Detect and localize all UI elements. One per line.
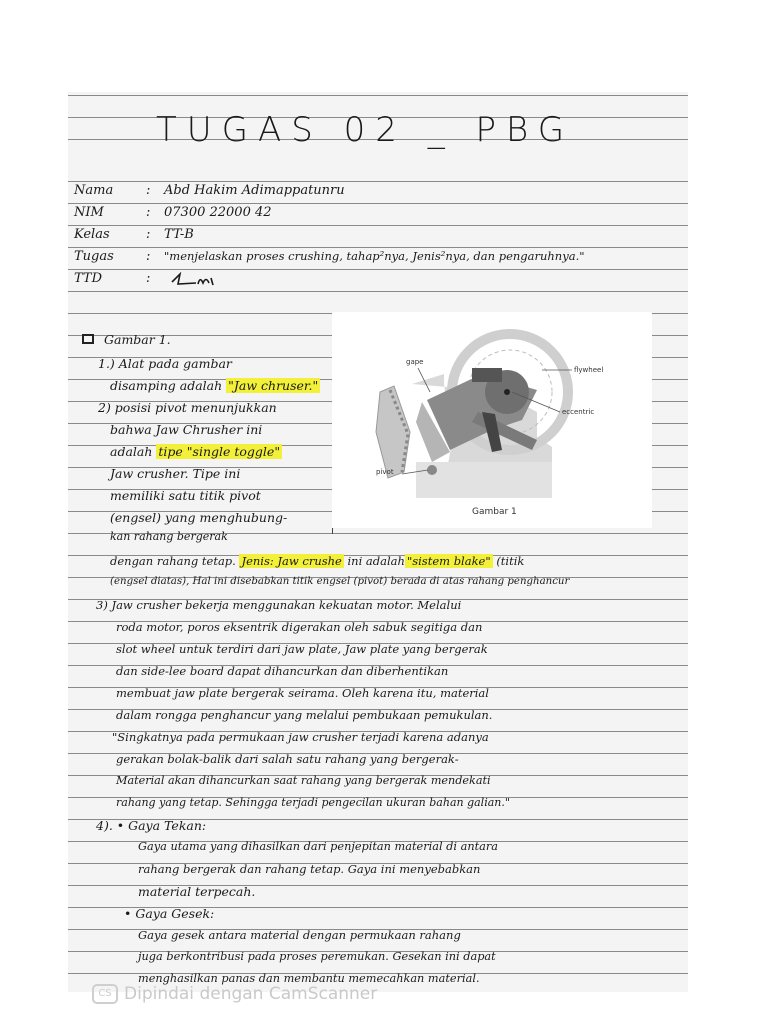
label-ttd: TTD xyxy=(74,271,103,286)
p3-line: Material akan dihancurkan saat rahang yang bergerak mendekati xyxy=(116,774,491,787)
p2-highlight: tipe "single toggle" xyxy=(158,444,281,459)
label-eccentric: eccentric xyxy=(562,408,595,416)
p3-line: 3) Jaw crusher bekerja menggunakan kekuatan motor. Melalui xyxy=(96,598,462,612)
p1-highlight: "Jaw chruser." xyxy=(228,378,319,393)
label-flywheel: flywheel xyxy=(574,366,604,374)
p2-text-h1: dengan rahang tetap. xyxy=(110,554,236,568)
jaw-crusher-diagram xyxy=(332,312,652,528)
camscanner-logo-icon: CS xyxy=(92,984,118,1004)
colon: : xyxy=(146,271,151,286)
p2-line-b: bahwa Jaw Chrusher ini xyxy=(110,422,263,437)
colon: : xyxy=(146,183,151,198)
p2-line-d: Jaw crusher. Tipe ini xyxy=(110,466,241,481)
p2-line-c xyxy=(110,444,282,459)
p3-line: rahang yang tetap. Sehingga terjadi pengecilan ukuran bahan galian." xyxy=(116,796,510,809)
section-heading: Gambar 1. xyxy=(104,332,171,347)
label-kelas: Kelas xyxy=(74,227,110,242)
p2-line-h xyxy=(110,554,524,568)
label-nama: Nama xyxy=(74,183,114,198)
p2-line-e: memiliki satu titik pivot xyxy=(110,488,261,503)
p1-line-b xyxy=(110,378,320,393)
p2-line-i: (engsel diatas), Hal ini disebabkan titik engsel (pivot) berada di atas rahang penghancur xyxy=(110,576,570,587)
scanner-watermark: Dipindai dengan CamScanner xyxy=(124,984,378,1004)
p4-line: material terpecah. xyxy=(138,884,256,899)
p4-line: rahang bergerak dan rahang tetap. Gaya ini menyebabkan xyxy=(138,862,481,876)
p2-highlight-blake: "sistem blake" xyxy=(406,554,491,568)
p3-line: slot wheel untuk terdiri dari jaw plate, Jaw plate yang bergerak xyxy=(116,642,488,656)
p2-text-c: adalah xyxy=(110,444,153,459)
p4-line: juga berkontribusi pada proses peremukan. Gesekan ini dapat xyxy=(138,950,496,963)
p4-line: Gaya gesek antara material dengan permukaan rahang xyxy=(138,928,461,942)
value-nama: Abd Hakim Adimappatunru xyxy=(164,183,345,198)
p2-line-g: kan rahang bergerak xyxy=(110,530,228,543)
label-gape: gape xyxy=(406,358,424,366)
value-kelas: TT-B xyxy=(164,227,194,242)
colon: : xyxy=(146,227,151,242)
colon: : xyxy=(146,205,151,220)
page-title: TUGAS 02 _ PBG xyxy=(156,110,575,150)
document-icon xyxy=(82,334,94,344)
label-nim: NIM xyxy=(74,205,104,220)
value-nim: 07300 22000 42 xyxy=(164,205,272,220)
p3-line: gerakan bolak-balik dari salah satu rahang yang bergerak- xyxy=(116,752,459,766)
p3-line: dan side-lee board dapat dihancurkan dan diberhentikan xyxy=(116,664,449,678)
notebook-page xyxy=(68,92,688,992)
p4-line: Gaya utama yang dihasilkan dari penjepitan material di antara xyxy=(138,840,499,853)
p4-line: menghasilkan panas dan membantu memecahkan material. xyxy=(138,972,480,985)
colon: : xyxy=(146,249,151,264)
p3-line: membuat jaw plate bergerak seirama. Oleh karena itu, material xyxy=(116,686,489,700)
p3-line: dalam rongga penghancur yang melalui pembukaan pemukulan. xyxy=(116,708,493,722)
p3-line: "Singkatnya pada permukaan jaw crusher terjadi karena adanya xyxy=(112,730,489,744)
p2-line-a: 2) posisi pivot menunjukkan xyxy=(98,400,277,415)
p1-text: disamping adalah xyxy=(110,378,223,393)
p1-line-a: 1.) Alat pada gambar xyxy=(98,356,232,371)
p4-line: 4). • Gaya Tekan: xyxy=(96,818,207,833)
p2-text-h2: ini adalah xyxy=(347,554,405,568)
p3-line: roda motor, poros eksentrik digerakan oleh sabuk segitiga dan xyxy=(116,620,483,634)
p2-highlight-jenis: Jenis: Jaw crushe xyxy=(241,554,342,568)
p4-line: • Gaya Gesek: xyxy=(124,906,215,921)
signature xyxy=(166,270,216,288)
figure-jaw-crusher xyxy=(332,312,652,528)
figure-caption: Gambar 1 xyxy=(472,507,517,517)
value-tugas: "menjelaskan proses crushing, tahap²nya, Jenis²nya, dan pengaruhnya." xyxy=(164,249,585,263)
label-pivot: pivot xyxy=(376,468,394,476)
p2-line-f: (engsel) yang menghubung- xyxy=(110,510,288,525)
p2-text-h3: (titik xyxy=(496,554,525,568)
label-tugas: Tugas xyxy=(74,249,114,264)
